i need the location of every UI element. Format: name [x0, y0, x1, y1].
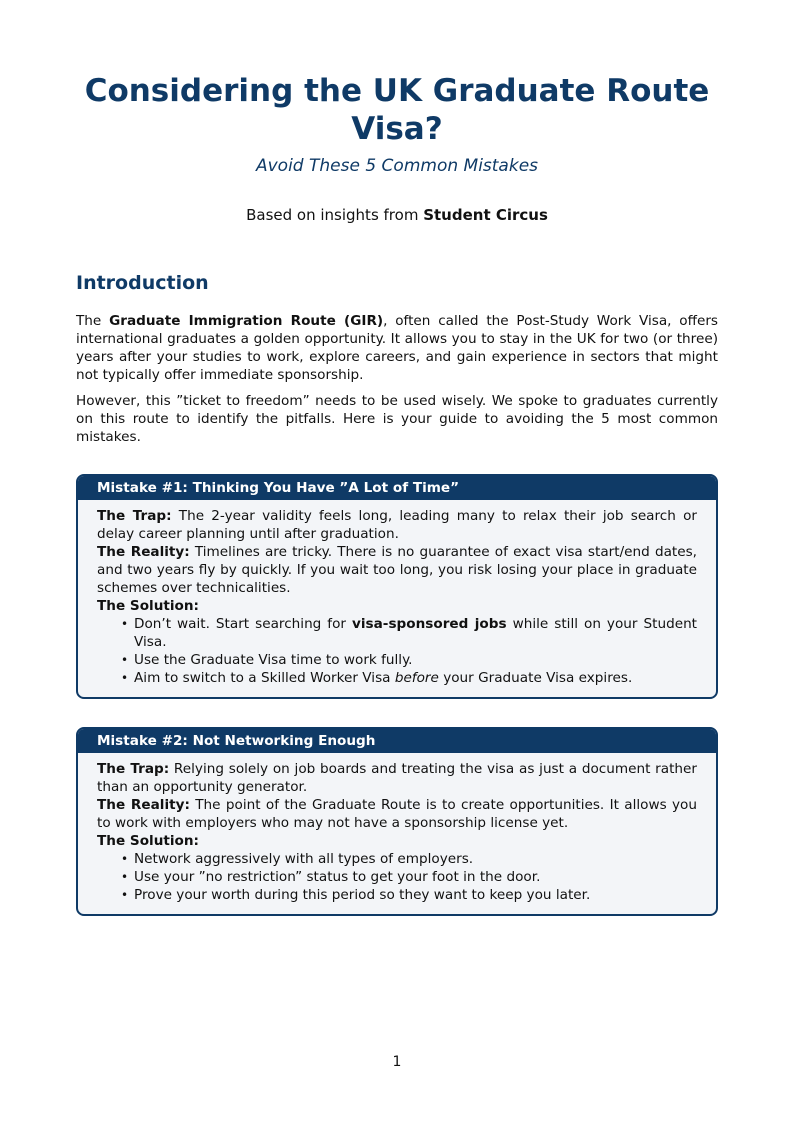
source-name: Student Circus [423, 206, 548, 224]
list-item: • Use the Graduate Visa time to work fully. [121, 651, 697, 669]
list-item: • Don’t wait. Start searching for visa-sponsored jobs while still on your Student Visa. [121, 615, 697, 651]
mistake-box-2 [76, 727, 718, 916]
list-item: • Aim to switch to a Skilled Worker Visa before your Graduate Visa expires. [121, 669, 697, 687]
intro-p1-post: , often called the Post-Study Work Visa, offers international graduates a golden opportunity. It allows you to stay in the UK for two (or three) years after your studies to work, explore careers, and gain experience in sectors that might not typically offer immediate sponsorship. [76, 313, 719, 383]
trap-text: The 2-year validity feels long, leading many to relax their job search or delay career planning until after graduation. [97, 508, 697, 542]
trap-label: The Trap: [97, 761, 170, 777]
trap-label: The Trap: [97, 508, 172, 524]
list-item: • Prove your worth during this period so they want to keep you later. [121, 886, 697, 904]
page-number: 1 [392, 1054, 402, 1070]
reality-line [97, 543, 697, 597]
reality-text: The point of the Graduate Route is to create opportunities. It allows you to work with employers who may not have a sponsorship license yet. [97, 797, 697, 831]
solution-list [97, 850, 697, 904]
list-item: • Use your ”no restriction” status to get your foot in the door. [121, 868, 697, 886]
document-page [76, 0, 718, 916]
trap-line [97, 507, 697, 543]
mistake-box-body [78, 753, 716, 914]
solution-list [97, 615, 697, 687]
reality-label: The Reality: [97, 544, 190, 560]
page-title: Considering the UK Graduate Route Visa? [84, 73, 710, 147]
source-prefix: Based on insights from [246, 206, 424, 224]
reality-line [97, 796, 697, 832]
source-line [76, 206, 718, 224]
section-heading-introduction: Introduction [76, 272, 209, 294]
solution-label: The Solution: [97, 598, 199, 614]
intro-paragraph-1 [76, 312, 718, 384]
list-item: • Network aggressively with all types of employers. [121, 850, 697, 868]
intro-p1-pre: The [76, 313, 110, 329]
page-subtitle: Avoid These 5 Common Mistakes [255, 156, 539, 176]
mistake-box-1 [76, 474, 718, 699]
intro-paragraph-2: However, this ”ticket to freedom” needs to be used wisely. We spoke to graduates currently on this route to identify the pitfalls. Here is your guide to avoiding the 5 most common mistakes. [76, 393, 718, 445]
intro-p1-bold: Graduate Immigration Route (GIR) [109, 313, 384, 329]
trap-text: Relying solely on job boards and treating the visa as just a document rather than an opportunity generator. [97, 761, 697, 795]
trap-line [97, 760, 697, 796]
reality-label: The Reality: [97, 797, 190, 813]
mistake-box-body [78, 500, 716, 697]
mistake-box-title: Mistake #1: Thinking You Have ”A Lot of Time” [78, 476, 716, 500]
mistake-box-title: Mistake #2: Not Networking Enough [78, 729, 716, 753]
reality-text: Timelines are tricky. There is no guarantee of exact visa start/end dates, and two years fly by quickly. If you wait too long, you risk losing your place in graduate schemes over technicalities. [97, 544, 697, 596]
solution-label: The Solution: [97, 833, 199, 849]
